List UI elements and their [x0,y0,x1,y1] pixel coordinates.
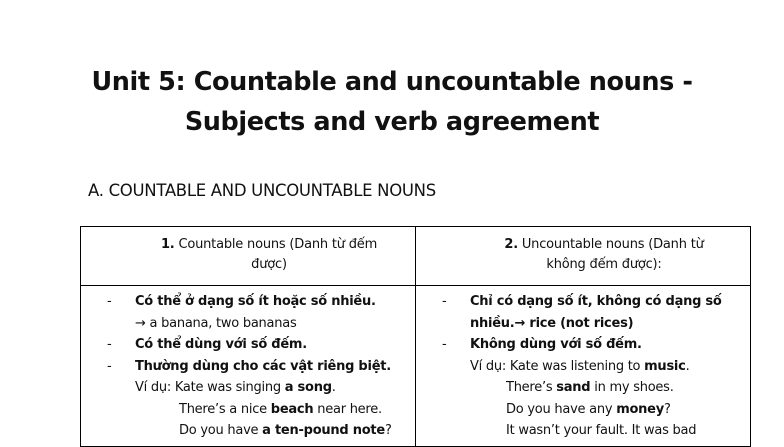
header-countable-text: Countable nouns (Danh từ đếm [174,237,378,252]
header-uncountable-text-2: không đếm được): [546,257,662,272]
table-header-row [81,227,751,286]
list-item [442,291,742,313]
list-item [107,356,407,378]
uncountable-example-1 [442,356,742,378]
countable-rule-3: Thường dùng cho các vật riêng biệt. [135,358,391,374]
title-line-2: Subjects and verb agreement [184,107,600,137]
header-countable-number: 1. [160,237,175,252]
example-keyword: music [644,358,686,374]
example-text: ? [663,401,671,417]
document-title [0,62,784,142]
countable-example-1 [107,377,407,399]
table-body-row [81,286,751,447]
countable-cell [81,286,416,447]
header-uncountable-text: Uncountable nouns (Danh từ [517,237,704,252]
dash-bullet: - [107,337,112,352]
dash-bullet: - [442,337,447,352]
example-keyword: beach [270,401,314,417]
countable-example-2 [107,399,407,421]
rule-text: (not rices) [555,315,634,331]
example-text: There’s [506,380,557,395]
countable-example-3 [107,420,407,442]
dash-bullet: - [442,294,447,309]
uncountable-example-4: It wasn’t your fault. It was bad [506,423,697,438]
example-text: . [685,358,690,374]
list-item [107,334,407,356]
uncountable-rule-2: Không dùng với số đếm. [470,337,642,352]
example-text: ? [384,423,392,438]
uncountable-example-2 [442,377,742,399]
example-text: . [331,380,336,395]
dash-bullet: - [107,294,112,309]
uncountable-example-3 [442,399,742,421]
header-countable [81,227,416,286]
nouns-comparison-table [80,226,751,447]
uncountable-rule-1: Chỉ có dạng số ít, không có dạng số [470,294,722,309]
header-countable-text-2: được) [251,257,287,272]
list-item [442,334,742,356]
countable-rule-1-example: → a banana, two bananas [135,315,297,331]
example-keyword: a ten-pound note [262,423,385,438]
rule-text: nhiều.→ [470,315,530,331]
example-keyword: money [616,401,664,417]
countable-rule-2: Có thể dùng với số đếm. [135,337,307,352]
example-keyword: a song [284,380,332,395]
example-text: There’s a nice [179,401,271,417]
example-text: Do you have [179,423,263,438]
dash-bullet: - [107,358,112,374]
example-label: Ví dụ: Kate was listening to [470,358,645,374]
list-item [107,291,407,313]
example-text: Do you have any [506,401,617,417]
section-heading: A. COUNTABLE AND UNCOUNTABLE NOUNS [88,181,436,200]
header-uncountable-number: 2. [504,237,518,252]
uncountable-rule-1-continued [442,313,742,335]
header-uncountable [416,227,751,286]
uncountable-cell [416,286,751,447]
countable-rule-1: Có thể ở dạng số ít hoặc số nhiều. [135,294,376,309]
rule-keyword: rice [529,315,556,331]
example-text: in my shoes. [590,380,674,395]
example-text: near here. [313,401,382,417]
example-label: Ví dụ: Kate was singing [135,380,285,395]
title-line-1: Unit 5: Countable and uncountable nouns - [91,67,693,97]
example-keyword: sand [556,380,591,395]
